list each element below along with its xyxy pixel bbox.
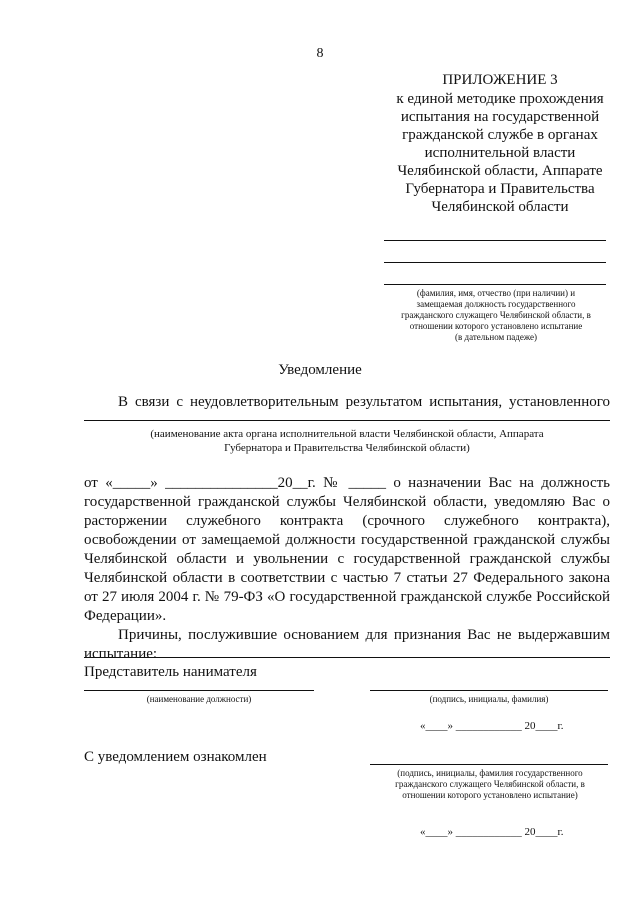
appendix-line: Челябинской области [431, 199, 569, 215]
date-placeholder-2[interactable]: «____» ____________ 20____г. [420, 826, 564, 838]
reasons-line: Причины, послужившие основанием для признания Вас не выдержавшим [118, 627, 610, 643]
reasons-line-2: испытание: [84, 646, 158, 662]
appendix-line: Губернатора и Правительства [405, 181, 595, 197]
page-number: 8 [316, 46, 324, 61]
caption-line: гражданского служащего Челябинской области, в [401, 310, 591, 320]
position-caption: (наименование должности) [146, 694, 252, 704]
caption-line: отношении которого установлено испытание [409, 321, 583, 331]
caption-line: (наименование акта органа исполнительной власти Челябинской области, Аппарата [150, 428, 544, 440]
act-caption [84, 427, 610, 455]
act-name-line[interactable] [84, 420, 610, 421]
caption-line: гражданского служащего Челябинской области, в [395, 779, 585, 789]
acknowledged-label: С уведомлением ознакомлен [84, 749, 267, 765]
signature-line[interactable] [370, 690, 608, 691]
employer-label: Представитель нанимателя [84, 664, 257, 680]
date-placeholder[interactable]: «____» ____________ 20____г. [420, 720, 564, 732]
addressee-line[interactable] [384, 240, 606, 241]
appendix-line: Челябинской области, Аппарате [397, 163, 603, 179]
appendix-line: исполнительной власти [424, 145, 576, 161]
employee-signature-line[interactable] [370, 764, 608, 765]
caption-line: Губернатора и Правительства Челябинской области) [224, 442, 470, 454]
caption-line: (в дательном падеже) [455, 332, 537, 342]
addressee-line[interactable] [384, 262, 606, 263]
intro-line: В связи с неудовлетворительным результатом испытания, установленного [118, 394, 610, 410]
document-title: Уведомление [278, 362, 362, 378]
body-paragraph: государственной гражданской службы Челябинской области, уведомляю Вас о расторжении служебного контракта (срочного служебного контракта), освобождении от замещаемой должности государственной гражданской службы Челябинской области и увольнении с государственной гражданской службы Челябинской области в соответствии с частью 7 статьи 27 Федерального закона от 27 июля 2004 г. № 79-ФЗ «О государственной гражданской службе Российской Федерации». [84, 494, 610, 624]
caption-line: (подпись, инициалы, фамилия государственного [397, 768, 583, 778]
signature-caption: (подпись, инициалы, фамилия) [429, 694, 549, 704]
date-number-line: от «_____» _______________20__г. № _____ о назначении Вас на должность [84, 475, 610, 491]
addressee-line[interactable] [384, 284, 606, 285]
addressee-caption [378, 288, 614, 343]
appendix-line: к единой методике прохождения [396, 91, 604, 107]
appendix-line: гражданской службе в органах [402, 127, 598, 143]
caption-line: замещаемая должность государственного [416, 299, 576, 309]
position-line[interactable] [84, 690, 314, 691]
employee-signature-caption [370, 768, 610, 801]
appendix-title: ПРИЛОЖЕНИЕ 3 [442, 72, 558, 88]
caption-line: отношении которого установлено испытание) [402, 790, 578, 800]
appendix-subtitle [380, 90, 620, 216]
caption-line: (фамилия, имя, отчество (при наличии) и [416, 288, 576, 298]
appendix-line: испытания на государственной [400, 109, 600, 125]
reasons-blank-line[interactable] [84, 657, 610, 658]
